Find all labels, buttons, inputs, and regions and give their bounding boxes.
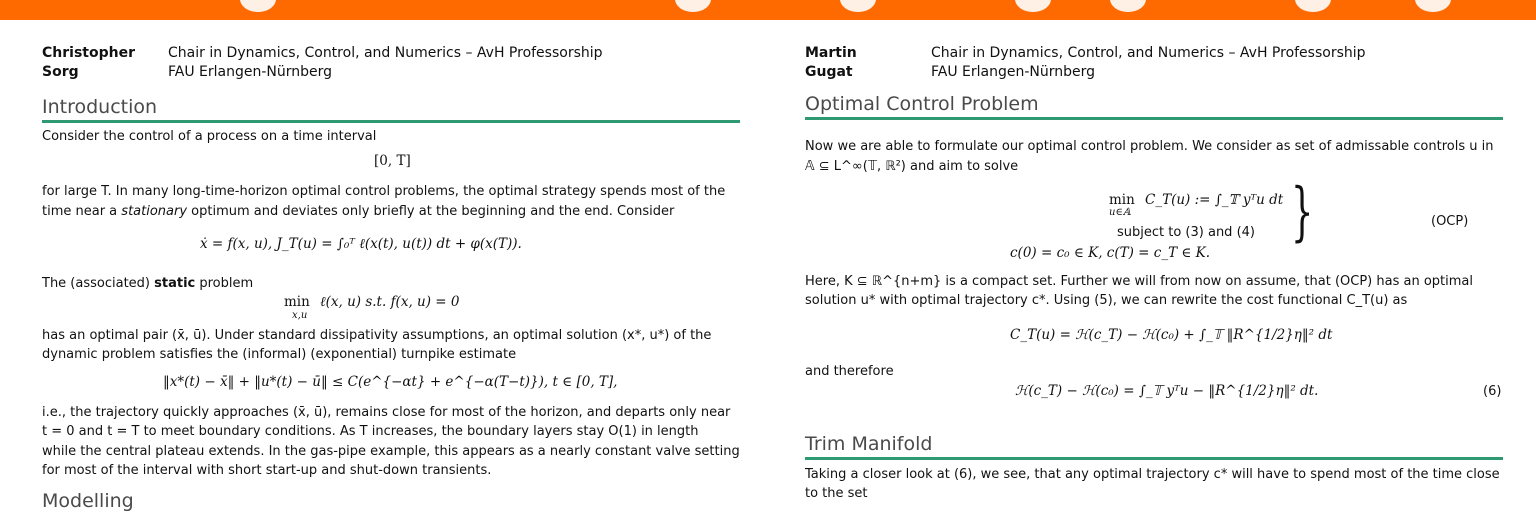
author-first-name: Martin [805,45,857,61]
paragraph-line: and therefore [805,364,894,379]
equation-static-body: ℓ(x, u) s.t. f(x, u) = 0 [320,294,460,310]
ocp-min: min [1109,192,1135,208]
italic-word: stationary [121,204,188,219]
equation-6: ℋ(c_T) − ℋ(c₀) = ∫_𝕋 yᵀu − ‖R^{1/2}η‖² dt. [1015,383,1319,399]
affiliation-chair: Chair in Dynamics, Control, and Numerics – AvH Professorship [168,45,603,61]
banner-circle-decoration [1415,0,1451,12]
equation-turnpike: ‖x*(t) − x̄‖ + ‖u*(t) − ū‖ ≤ C(e^{−αt} + e^{−α(T−t)}), t ∈ [0, T], [163,374,618,390]
affiliation-chair: Chair in Dynamics, Control, and Numerics – AvH Professorship [931,45,1366,61]
banner-circle-decoration [240,0,276,12]
top-banner [0,0,1536,20]
paragraph-line [42,202,740,221]
paragraph-line: for most of the interval with short start-up and shut-down transients. [42,463,492,478]
equation-interval: [0, T] [374,153,411,169]
paragraph-line: for large T. In many long-time-horizon optimal control problems, the optimal strategy spends most of the [42,184,726,199]
paragraph-line: Consider the control of a process on a time interval [42,129,377,144]
affiliation-university: FAU Erlangen-Nürnberg [168,64,333,80]
brace-icon: } [1291,175,1314,249]
section-title-modelling: Modelling [42,490,134,512]
paragraph-line: i.e., the trajectory quickly approaches (x̄, ū), remains close for most of the horizon, and departs only near [42,405,731,420]
equation-static-subscript: x,u [292,310,308,321]
equation-cost: C_T(u) = ℋ(c_T) − ℋ(c₀) + ∫_𝕋 ‖R^{1/2}η‖² dt [1010,327,1333,343]
paragraph-line: Taking a closer look at (6), we see, that any optimal trajectory c* will have to spend most of the time close [805,467,1500,482]
paragraph-line [42,274,740,293]
section-title-optimal-control: Optimal Control Problem [805,92,1503,120]
text-span: problem [195,276,254,291]
ocp-objective: C_T(u) := ∫_𝕋 yᵀu dt [1145,192,1284,208]
banner-circle-decoration [1110,0,1146,12]
paragraph-line: while the central plateau extends. In the gas-pipe example, this appears as a nearly constant valve setting [42,444,740,459]
paragraph-line: 𝔸 ⊆ L^∞(𝕋, ℝ²) and aim to solve [805,159,1019,174]
ocp-boundary: c(0) = c₀ ∈ K, c(T) = c_T ∈ K. [1010,245,1211,261]
affiliation-university: FAU Erlangen-Nürnberg [931,64,1096,80]
equation-static-min: min [284,294,310,310]
banner-circle-decoration [675,0,711,12]
section-title-introduction: Introduction [42,95,740,123]
text-span: time near a [42,204,122,219]
bold-word: static [154,276,196,291]
equation-label-6: (6) [1483,384,1502,399]
equation-dynamics: ẋ = f(x, u), J_T(u) = ∫₀ᵀ ℓ(x(t), u(t)) dt + φ(x(T)). [200,236,522,252]
ocp-constraint: subject to (3) and (4) [1117,225,1255,240]
banner-circle-decoration [1015,0,1051,12]
text-span: The (associated) [42,276,155,291]
paragraph-line: t = 0 and t = T to meet boundary conditions. As T increases, the boundary layers stay O(1) in length [42,424,699,439]
paragraph-line: dynamic problem satisfies the (informal) (exponential) turnpike estimate [42,347,517,362]
paragraph-line: has an optimal pair (x̄, ū). Under standard dissipativity assumptions, an optimal solution (x*, u*) of the [42,328,712,343]
paragraph-line: Now we are able to formulate our optimal control problem. We consider as set of admissable controls u in [805,139,1494,154]
author-first-name: Christopher [42,45,135,61]
equation-label-ocp: (OCP) [1431,214,1469,229]
author-last-name: Gugat [805,64,853,80]
banner-circle-decoration [1295,0,1331,12]
section-title-trim-manifold: Trim Manifold [805,432,1503,460]
banner-circle-decoration [840,0,876,12]
ocp-subscript: u∈𝔸 [1109,207,1131,218]
paragraph-line: Here, K ⊆ ℝ^{n+m} is a compact set. Further we will from now on assume, that (OCP) has an optimal [805,274,1473,289]
text-span: optimum and deviates only briefly at the beginning and the end. Consider [187,204,675,219]
paragraph-line: to the set [805,486,868,501]
author-last-name: Sorg [42,64,79,80]
paragraph-line: solution u* with optimal trajectory c*. Using (5), we can rewrite the cost functional C_T(u) as [805,293,1408,308]
